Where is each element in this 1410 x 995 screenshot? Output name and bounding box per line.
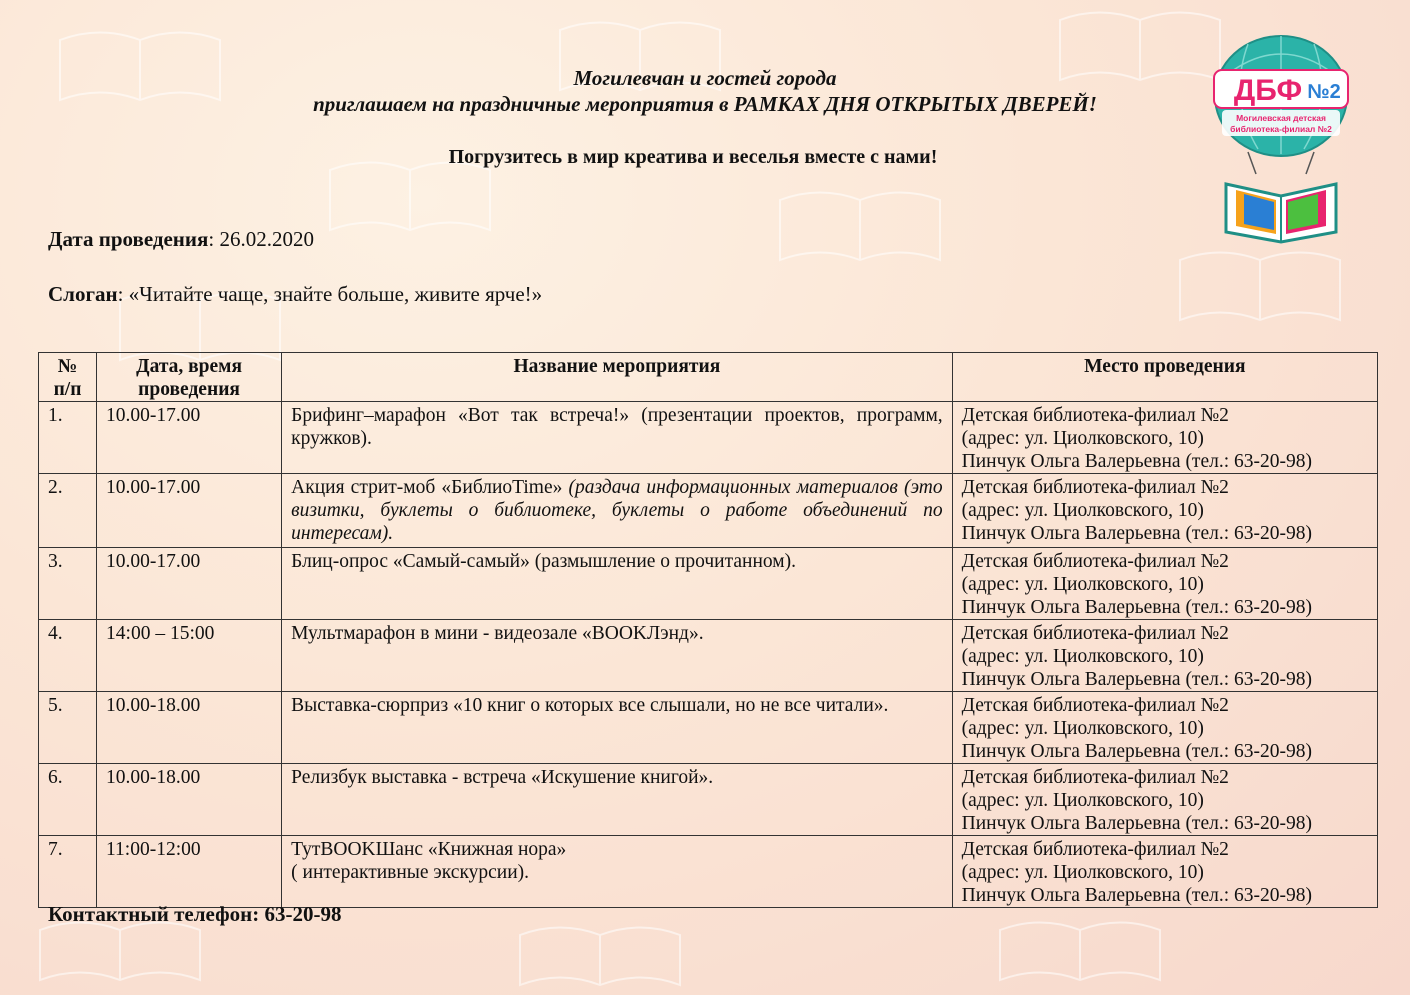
row-time: 10.00-17.00 [97, 474, 282, 548]
row-time: 10.00-17.00 [97, 548, 282, 620]
row-place: Детская библиотека-филиал №2 (адрес: ул. Циолковского, 10) Пинчук Ольга Валерьевна (тел.: 63-20-98) [952, 620, 1377, 692]
header-event-name: Название мероприятия [282, 353, 953, 402]
row-place: Детская библиотека-филиал №2 (адрес: ул. Циолковского, 10) Пинчук Ольга Валерьевна (тел.: 63-20-98) [952, 692, 1377, 764]
row-event-name: Мультмарафон в мини - видеозале «BOOKЛэнд». [282, 620, 953, 692]
svg-text:№2: №2 [1307, 81, 1341, 103]
row-time: 10.00-17.00 [97, 402, 282, 474]
row-place: Детская библиотека-филиал №2 (адрес: ул. Циолковского, 10) Пинчук Ольга Валерьевна (тел.: 63-20-98) [952, 764, 1377, 836]
slogan-label: Слоган [48, 282, 118, 306]
slogan-value: : «Читайте чаще, знайте больше, живите ярче!» [117, 282, 543, 306]
row-place: Детская библиотека-филиал №2 (адрес: ул. Циолковского, 10) Пинчук Ольга Валерьевна (тел.: 63-20-98) [952, 474, 1377, 548]
header-time: Дата, время проведения [97, 353, 282, 402]
library-balloon-logo [1208, 34, 1354, 244]
contact-phone: Контактный телефон: 63-20-98 [48, 902, 342, 926]
header-line-1: Могилевчан и гостей города [573, 66, 837, 90]
row-event-name: Выставка-сюрприз «10 книг о которых все слышали, но не все читали». [282, 692, 953, 764]
row-place: Детская библиотека-филиал №2 (адрес: ул. Циолковского, 10) Пинчук Ольга Валерьевна (тел.: 63-20-98) [952, 836, 1377, 908]
row-place: Детская библиотека-филиал №2 (адрес: ул. Циолковского, 10) Пинчук Ольга Валерьевна (тел.: 63-20-98) [952, 548, 1377, 620]
row-event-name: Релизбук выставка - встреча «Искушение книгой». [282, 764, 953, 836]
events-table [38, 352, 1378, 908]
row-place: Детская библиотека-филиал №2 (адрес: ул. Циолковского, 10) Пинчук Ольга Валерьевна (тел.: 63-20-98) [952, 402, 1377, 474]
row-time: 10.00-18.00 [97, 764, 282, 836]
table-row [39, 474, 1378, 548]
tagline: Погрузитесь в мир креатива и веселья вместе с нами! [448, 146, 938, 168]
date-value: : 26.02.2020 [208, 227, 314, 251]
date-label: Дата проведения [48, 227, 209, 251]
row-time: 10.00-18.00 [97, 692, 282, 764]
row-event-name: Блиц-опрос «Самый-самый» (размышление о прочитанном). [282, 548, 953, 620]
row-number: 6. [39, 764, 97, 836]
row-number: 5. [39, 692, 97, 764]
table-row [39, 836, 1378, 908]
row-time: 11:00-12:00 [97, 836, 282, 908]
header-line-2: приглашаем на праздничные мероприятия в РАМКАХ ДНЯ ОТКРЫТЫХ ДВЕРЕЙ! [313, 92, 1097, 116]
table-row [39, 764, 1378, 836]
svg-text:ДБФ: ДБФ [1233, 74, 1303, 107]
row-time: 14:00 – 15:00 [97, 620, 282, 692]
row-number: 4. [39, 620, 97, 692]
table-row [39, 402, 1378, 474]
svg-text:Могилевская детская: Могилевская детская [1236, 113, 1326, 123]
row-event-name: ТутBOOKШанс «Книжная нора» ( интерактивные экскурсии). [282, 836, 953, 908]
row-number: 1. [39, 402, 97, 474]
row-number: 2. [39, 474, 97, 548]
row-number: 7. [39, 836, 97, 908]
table-row [39, 620, 1378, 692]
event-date [48, 227, 314, 252]
header-place: Место проведения [952, 353, 1377, 402]
row-event-name: Брифинг–марафон «Вот так встреча!» (презентации проектов, программ, кружков). [282, 402, 953, 474]
row-event-name: Акция стрит-моб «БиблиоTime» (раздача информационных материалов (это визитки, буклеты о библиотеке, буклеты о работе объединений по интересам). [282, 474, 953, 548]
row-number: 3. [39, 548, 97, 620]
svg-text:библиотека-филиал №2: библиотека-филиал №2 [1230, 124, 1332, 134]
header-number: № п/п [39, 353, 97, 402]
event-slogan [48, 282, 542, 307]
table-row [39, 692, 1378, 764]
table-header-row [39, 353, 1378, 402]
table-row [39, 548, 1378, 620]
